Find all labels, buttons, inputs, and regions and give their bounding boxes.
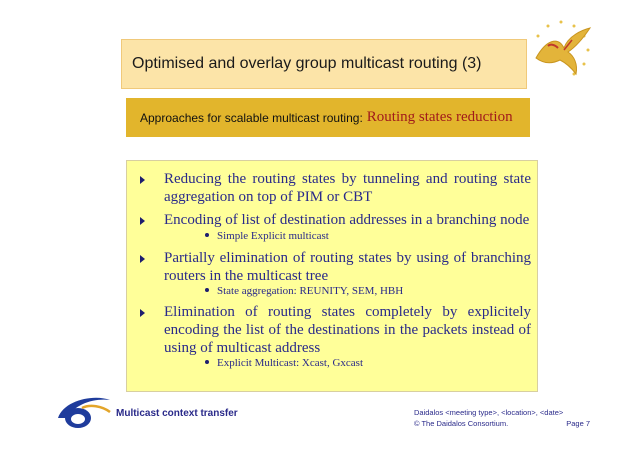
dot-bullet-icon [205, 288, 209, 292]
bullet-text: Reducing the routing states by tunneling and routing state aggregation on top of PIM or CBT [164, 171, 531, 205]
arrow-bullet-icon [140, 255, 145, 263]
slide-title-box [121, 39, 527, 89]
bullet-text: Encoding of list of destination addresses in a branching node [164, 212, 530, 228]
subtitle-lead: Approaches for scalable multicast routing: [140, 110, 363, 125]
footer-title: Multicast context transfer [116, 408, 238, 419]
dot-bullet-icon [205, 360, 209, 364]
footer-copyright: © The Daidalos Consortium. [414, 419, 509, 428]
sub-bullet-text: Simple Explicit multicast [217, 230, 329, 242]
sub-bullet-text: Explicit Multicast: Xcast, Gxcast [217, 357, 364, 369]
bullet-text: Partially elimination of routing states by using of branching routers in the multicast tree [164, 250, 531, 284]
dot-bullet-icon [205, 233, 209, 237]
footer-info [414, 407, 590, 429]
sub-bullet-item [205, 357, 363, 369]
page-number: Page 7 [566, 419, 590, 428]
content-box [126, 160, 538, 392]
slide-title: Optimised and overlay group multicast routing (3) [132, 55, 482, 72]
footer-meeting-line: Daidalos <meeting type>, <location>, <date> [414, 408, 564, 417]
phoenix-logo-icon [528, 18, 594, 84]
subtitle-highlight: Routing states reduction [366, 109, 513, 125]
sub-bullet-text: State aggregation: REUNITY, SEM, HBH [217, 285, 404, 297]
arrow-bullet-icon [140, 217, 145, 225]
bullet-text: Elimination of routing states completely by explicitely encoding the list of the destinations in the packets instead of using of multicast address [164, 304, 531, 356]
arrow-bullet-icon [140, 309, 145, 317]
subtitle-box [126, 98, 530, 137]
sub-bullet-item [205, 230, 329, 242]
ist-6-logo-icon [54, 392, 114, 432]
sub-bullet-item [205, 285, 403, 297]
arrow-bullet-icon [140, 176, 145, 184]
